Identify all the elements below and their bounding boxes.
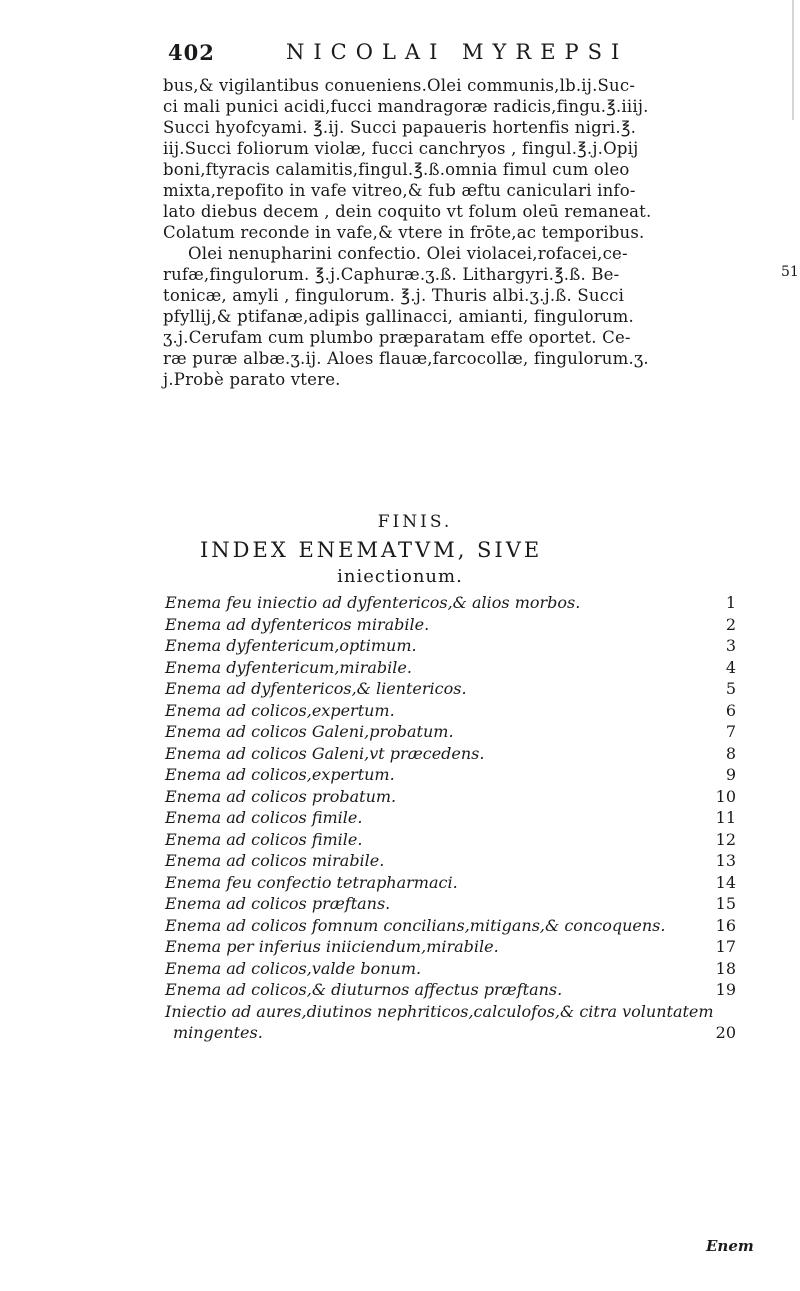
index-entry-text: Enema ad colicos,expertum. xyxy=(165,700,395,720)
index-entry-number: 15 xyxy=(715,894,736,913)
margin-number: 51 xyxy=(781,264,799,280)
index-entry-number: 9 xyxy=(725,765,736,784)
text-line: lato diebus decem , dein coquito vt folum oleū remaneat. xyxy=(163,202,652,221)
text-line: bus,& vigilantibus conueniens.Olei communis,lb.ij.Suc- xyxy=(163,76,636,95)
text-line: ʒ.j.Cerufam cum plumbo præparatam effe oportet. Ce- xyxy=(163,328,631,347)
text-line: pfyllij,& ptifanæ,adipis gallinacci, amianti, fingulorum. xyxy=(163,307,634,326)
index-entry-number: 11 xyxy=(715,808,736,827)
text-line: ræ puræ albæ.ʒ.ij. Aloes flauæ,farcocollæ, fingulorum.ʒ. xyxy=(163,349,649,368)
index-entry-text: Iniectio ad aures,diutinos nephriticos,calculofos,& citra voluntatem xyxy=(165,1001,714,1021)
finis-heading: FINIS. xyxy=(377,512,453,532)
index-entry-text: mingentes. xyxy=(173,1023,263,1042)
index-entry-number: 14 xyxy=(715,872,736,892)
index-entry xyxy=(165,980,780,1002)
index-entry-number: 18 xyxy=(715,958,736,978)
index-entry xyxy=(165,787,780,809)
index-entry xyxy=(165,636,780,658)
index-entry-number: 20 xyxy=(715,1023,736,1042)
index-title: INDEX ENEMATVM, SIVE xyxy=(200,538,543,562)
index-entry-text: Enema feu iniectio ad dyfentericos,& alios morbos. xyxy=(165,593,581,612)
index-subtitle: iniectionum. xyxy=(337,566,463,587)
index-entry xyxy=(165,593,780,615)
index-entry-number: 1 xyxy=(725,593,736,612)
index-entry-text: Enema ad colicos,& diuturnos affectus præftans. xyxy=(165,980,563,999)
index-entry-number: 5 xyxy=(725,679,736,698)
index-entry xyxy=(165,701,780,723)
index-entry-number: 12 xyxy=(715,829,736,849)
index-entry xyxy=(165,851,780,873)
text-line: ci mali punici acidi,fucci mandragoræ radicis,fingu.℥.iiij. xyxy=(163,97,649,116)
index-entry-number: 6 xyxy=(725,700,736,720)
index-entry xyxy=(165,722,780,744)
index-entry-number: 7 xyxy=(725,722,736,741)
text-line: Olei nenupharini confectio. Olei violacei,rofacei,ce- xyxy=(188,244,628,263)
index-entry-text: Enema ad dyfentericos,& lientericos. xyxy=(165,679,467,698)
index-entry-number: 13 xyxy=(715,851,736,870)
index-entry-text: Enema ad colicos fimile. xyxy=(165,829,363,849)
page-edge xyxy=(792,0,794,120)
text-line: j.Probè parato vtere. xyxy=(163,370,341,389)
index-entry-number: 10 xyxy=(715,786,736,806)
index-entry xyxy=(165,916,780,938)
index-entry-text: Enema ad colicos fomnum concilians,mitigans,& concoquens. xyxy=(165,915,666,935)
index-entry xyxy=(165,744,780,766)
index-entry-text: Enema per inferius iniiciendum,mirabile. xyxy=(165,937,499,956)
index-entry-number: 3 xyxy=(725,636,736,655)
text-line: Colatum reconde in vafe,& vtere in frōte,ac temporibus. xyxy=(163,223,645,242)
running-title: NICOLAI MYREPSI xyxy=(286,40,629,64)
index-entry xyxy=(165,894,780,916)
index-entry-text: Enema ad colicos præftans. xyxy=(165,894,391,913)
index-entry xyxy=(165,808,780,830)
text-line: mixta,repofito in vafe vitreo,& fub æftu caniculari info- xyxy=(163,181,636,200)
index-entry-text: Enema ad colicos fimile. xyxy=(165,808,363,827)
index-entry-number: 4 xyxy=(725,657,736,677)
index-entry-text: Enema feu confectio tetrapharmaci. xyxy=(165,872,458,892)
index-entry xyxy=(165,615,780,637)
index-entry-text: Enema ad dyfentericos mirabile. xyxy=(165,614,430,634)
catchword: Enem xyxy=(706,1237,754,1255)
index-entry-text: Enema dyfentericum,optimum. xyxy=(165,636,417,655)
text-line: tonicæ, amyli , fingulorum. ℥.j. Thuris albi.ʒ.j.ß. Succi xyxy=(163,286,625,305)
page-number: 402 xyxy=(168,40,215,65)
page-header xyxy=(168,40,768,70)
index-entry-text: Enema dyfentericum,mirabile. xyxy=(165,657,412,677)
index-entry xyxy=(165,765,780,787)
index-entry xyxy=(165,959,780,981)
index-entry-text: Enema ad colicos mirabile. xyxy=(165,851,385,870)
text-line: iij.Succi foliorum violæ, fucci canchryos , fingul.℥.j.Opij xyxy=(163,139,639,158)
index-entry xyxy=(165,937,780,959)
index-entry-number: 19 xyxy=(715,980,736,999)
index-entry xyxy=(165,1023,780,1044)
text-line: rufæ,fingulorum. ℥.j.Caphuræ.ʒ.ß. Lithargyri.℥.ß. Be- xyxy=(163,265,620,284)
index-entry-number: 17 xyxy=(715,937,736,956)
index-entry-text: Enema ad colicos Galeni,vt præcedens. xyxy=(165,743,485,763)
index-entry-number: 2 xyxy=(725,614,736,634)
text-line: Succi hyofcyami. ℥.ij. Succi papaueris hortenfis nigri.℥. xyxy=(163,118,637,137)
index-entry-text: Enema ad colicos Galeni,probatum. xyxy=(165,722,454,741)
index-entry-number: 16 xyxy=(715,915,736,935)
index-list xyxy=(165,593,780,1044)
recipe-text xyxy=(163,75,778,390)
index-entry-text: Enema ad colicos probatum. xyxy=(165,786,397,806)
index-entry-text: Enema ad colicos,expertum. xyxy=(165,765,395,784)
index-entry-number: 8 xyxy=(725,743,736,763)
index-entry-text: Enema ad colicos,valde bonum. xyxy=(165,958,422,978)
index-entry xyxy=(165,1002,780,1024)
index-entry xyxy=(165,658,780,680)
index-entry xyxy=(165,873,780,895)
index-entry xyxy=(165,830,780,852)
index-entry xyxy=(165,679,780,701)
text-line: boni,ftyracis calamitis,fingul.℥.ß.omnia fimul cum oleo xyxy=(163,160,630,179)
